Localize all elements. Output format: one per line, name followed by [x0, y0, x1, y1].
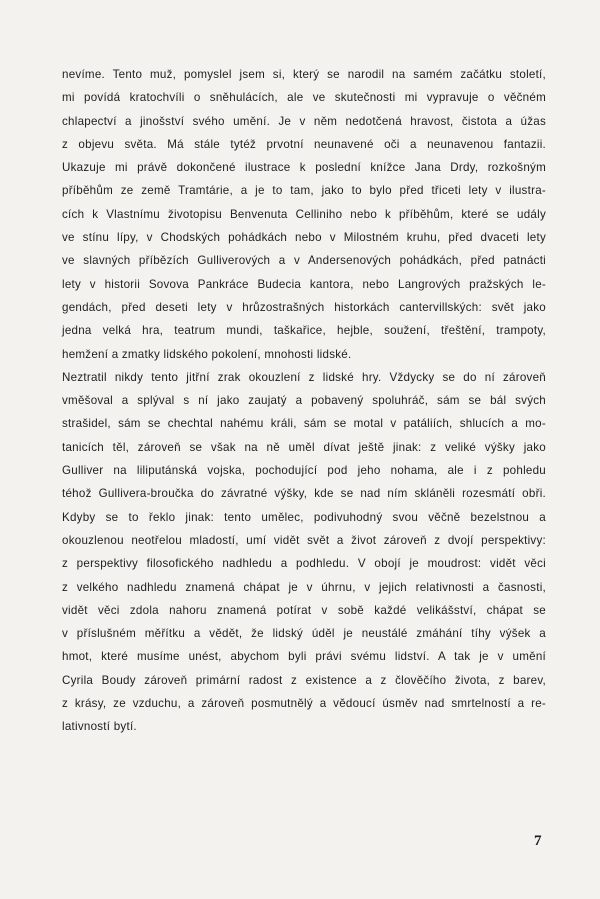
text-line: Kdyby se to řeklo jinak: tento umělec, podivuhodný svou věčně bezelstnou a [62, 510, 546, 524]
text-line: z krásy, ze vzduchu, a zároveň posmutnělý a vědoucí úsměv nad smrtelností a re- [62, 697, 546, 711]
text-line: Cyrila Boudy zároveň primární radost z existence a z člověčího života, z barev, [62, 673, 546, 687]
text-line: z velkého nadhledu znamená chápat je v úhrnu, v jejich relativnosti a časnosti, [62, 580, 546, 594]
text-line: Gulliver na liliputánská vojska, pochodující pod jeho nohama, ale i z pohledu [62, 464, 546, 478]
text-line: vměšoval a splýval s ní jako zaujatý a pobavený spoluhráč, sám se bál svých [62, 394, 546, 408]
text-line: okouzlenou neotřelou mladostí, umí vidět svět a život zároveň z dvojí perspektivy: [62, 533, 546, 547]
text-line: téhož Gullivera-broučka do závratné výšky, kde se nad ním skláněli rozesmátí obři. [62, 487, 546, 501]
page-number: 7 [534, 833, 542, 849]
body-text [62, 63, 546, 739]
text-line: mi povídá kratochvíli o sněhulácích, ale ve skutečnosti mi vypravuje o věčném [62, 91, 546, 105]
text-line: ve slavných příbězích Gulliverových a v Andersenových pohádkách, před patnácti [62, 254, 546, 268]
text-line: Ukazuje mi právě dokončené ilustrace k poslední knížce Jana Drdy, rozkošným [62, 161, 546, 175]
text-line: jedna velká hra, teatrum mundi, taškařice, hejble, soužení, třeštění, trampoty, [62, 324, 546, 338]
text-line: nevíme. Tento muž, pomyslel jsem si, který se narodil na samém začátku století, [62, 68, 546, 81]
text-line: z perspektivy filosofického nadhledu a podhledu. V obojí je moudrost: vidět věci [62, 557, 546, 571]
text-line: ve stínu lípy, v Chodských pohádkách nebo v Milostném kruhu, před dvaceti lety [62, 231, 546, 245]
text-line: strašidel, sám se chechtal nahému králi, sám se motal v patáliích, shlucích a mo- [62, 417, 546, 431]
text-line: z objevu světa. Má stále tytéž prvotní neunavené oči a neunavenou fantazii. [62, 137, 546, 151]
text-line: příběhům ze země Tramtárie, a je to tam, jako to bylo před třiceti lety v ilustra- [62, 184, 546, 198]
text-line: tanicích těl, zároveň se však na ně uměl dívat ještě jinak: z veliké výšky jako [62, 440, 546, 454]
text-line: cích k Vlastnímu životopisu Benvenuta Celliniho nebo k příběhům, které se udály [62, 207, 546, 221]
text-line: lety v historii Sovova Pankráce Budecia kantora, nebo Langrových pražských le- [62, 277, 546, 291]
text-line: v příslušném měřítku a vědět, že lidský úděl je neustálé zmáhání tíhy výšek a [62, 627, 546, 641]
text-line: Neztratil nikdy tento jitřní zrak okouzlení z lidské hry. Vždycky se do ní zároveň [62, 370, 546, 384]
text-line: gendách, před deseti lety v hrůzostrašných historkách cantervillských: svět jako [62, 300, 546, 314]
paragraph-2 [62, 366, 546, 739]
text-line: hemžení a zmatky lidského pokolení, mnohosti lidské. [62, 347, 352, 361]
text-line: vidět věci zdola nahoru znamená potírat v sobě každé velikášství, chápat se [62, 603, 546, 617]
text-line: chlapectví a jinošství svého umění. Je v něm nedotčená hravost, čistota a úžas [62, 114, 546, 128]
text-line: hmot, které musíme unést, abychom byli právi svému lidství. A tak je v umění [62, 650, 546, 664]
text-line: lativností bytí. [62, 720, 137, 734]
paragraph-1 [62, 63, 546, 366]
